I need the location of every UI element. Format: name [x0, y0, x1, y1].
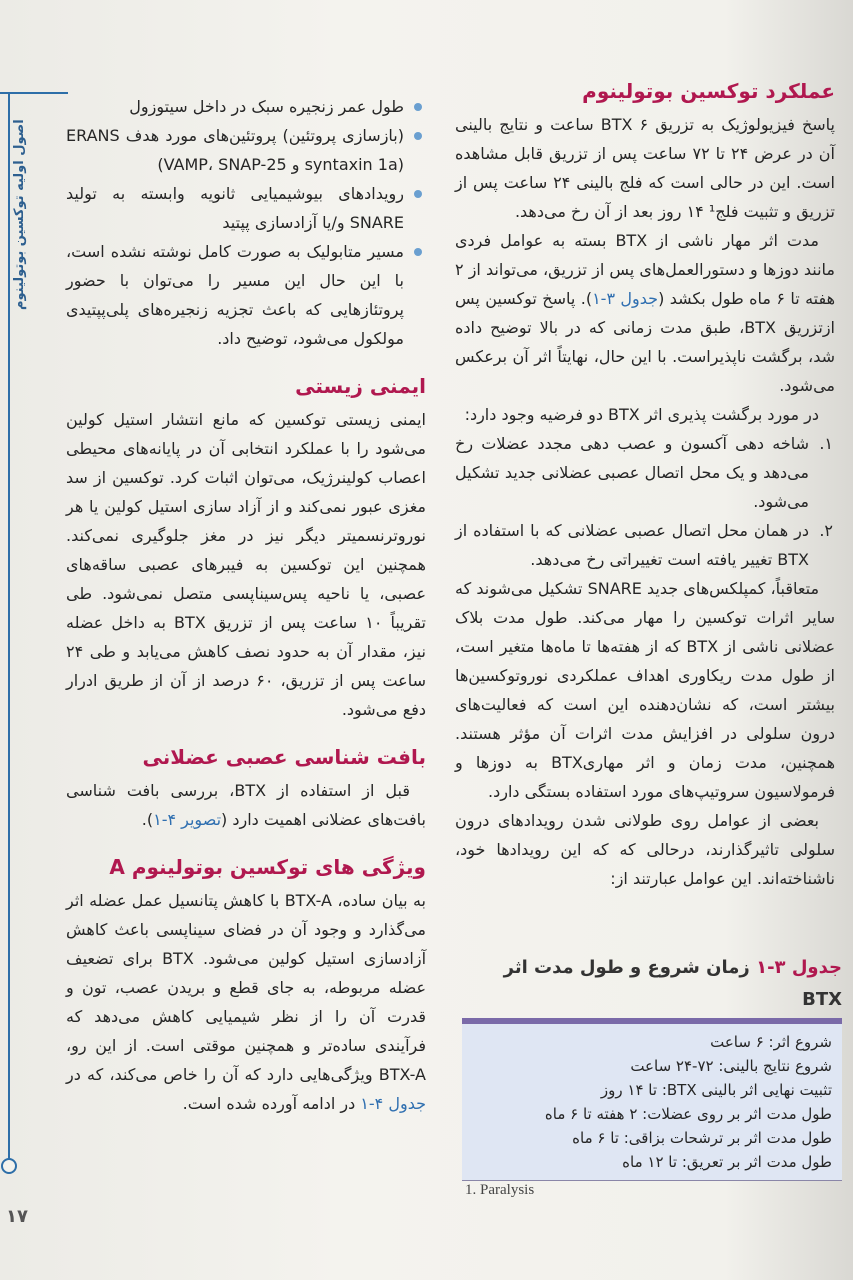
- figure-4-1-link[interactable]: تصویر ۴-۱: [153, 810, 222, 829]
- paragraph-features-a: به بیان ساده، BTX-A با کاهش پتانسیل عمل عضله اثر می‌گذارد و وجود آن در فضای سیناپسی باعث کاهش آزادسازی استیل کولین می‌شود. BTX برای تضعیف عضله مربوطه، به جای قطع و بریدن عصب، تون و قدرت آن را از نظر شیمیایی کاهش می‌دهد که فرآیندی ساده‌تر و همچنین موقتی است. از این رو، BTX-A ویژگی‌هایی دارد که آن را خاص می‌کند، که در: [66, 891, 427, 1084]
- list-number: ۲.: [819, 521, 833, 540]
- table-3-1-link[interactable]: جدول ۳-۱: [592, 289, 659, 308]
- list-item: مسیر متابولیک به صورت کامل نوشته نشده است، با این حال این مسیر را می‌توان با حضور پروتئازهایی که باعث تجزیه زنجیره‌های پلی‌پپتیدی مولکول می‌شود، توضیح داد.: [66, 237, 426, 353]
- list-text: شاخه دهی آکسون و عصب دهی مجدد عضلات رخ می‌دهد و یک محل اتصال عصبی عضلانی جدید تشکیل می‌شود.: [455, 434, 809, 511]
- table-body: [462, 1024, 842, 1181]
- margin-rule-top: [0, 92, 68, 94]
- section-heading-biosafety: ایمنی زیستی: [295, 374, 426, 398]
- paragraph-factors: بعضی از عوامل روی طولانی شدن رویدادهای درون سلولی تاثیرگذارند، درحالی که که این رویدادها خود، ناشناخته‌اند. این عوامل عبارتند از:: [455, 811, 835, 888]
- right-column: [455, 76, 835, 893]
- list-item: طول عمر زنجیره سبک در داخل سیتوزول: [66, 92, 426, 121]
- margin-rule-end-circle: [1, 1158, 17, 1174]
- table-row: شروع اثر: ۶ ساعت: [710, 1033, 832, 1051]
- list-text: در همان محل اتصال عصبی عضلانی که با استفاده از BTX تغییر یافته است تغییراتی رخ می‌دهد.: [455, 521, 809, 569]
- list-number: ۱.: [819, 434, 833, 453]
- footnote: 1. Paralysis: [465, 1182, 535, 1198]
- left-column: [66, 92, 426, 1118]
- page-number: ۱۷: [6, 1206, 28, 1227]
- paragraph-features: [66, 886, 426, 1118]
- table-row: طول مدت اثر بر ترشحات بزاقی: تا ۶ ماه: [572, 1129, 832, 1147]
- table-row: طول مدت اثر بر روی عضلات: ۲ هفته تا ۶ ماه: [544, 1105, 832, 1123]
- paragraph-biosafety: ایمنی زیستی توکسین که مانع انتشار استیل کولین می‌شود را با عملکرد انتخابی آن در پایانه‌های محیطی اعصاب کولینرژیک، می‌توان اثبات کرد. توکسین از سد مغزی عبور نمی‌کند و از آزاد سازی استیل کولین یا هر نوروترنسمیتر دیگر نیز در مغز جلوگیری نمی‌کند. همچنین این توکسین به فیبرهای عصبی ساقه‌های عصبی، یا ناحیه پس‌سیناپسی متصل نمی‌شود. طی تقریباً ۱۰ ساعت پس از تزریق BTX به داخل عضله نیز، مقدار آن به حدود نصف کاهش می‌یابد و طی ۲۴ ساعت پس از تزریق، ۶۰ درصد از آن از طریق ادرار دفع می‌شود.: [66, 410, 426, 719]
- paragraph-snare: متعاقباً، کمپلکس‌های جدید SNARE تشکیل می‌شوند که سایر اثرات توکسین را مهار می‌کند. طول مدت بلاک عضلانی ناشی از BTX که از هفته‌ها تا ماه‌ها متغیر است، از طول مدت ریکاوری اهداف عملکردی نوروتوکسین‌ها بیشتر است، که نشان‌دهنده این است که فعالیت‌های درون سلولی در افزایش مدت اثرات آن مؤثر هستند. همچنین، مدت زمان و اثر مهاریBTX به دوزها و فرمولاسیون سروتیپ‌های مورد استفاده بستگی دارد.: [455, 579, 836, 801]
- running-head: اصول اولیه توکسین بوتولینوم: [12, 119, 27, 310]
- margin-rule: [8, 92, 10, 1164]
- paragraph-histology-a: قبل از استفاده از BTX، بررسی بافت شناسی بافت‌های عضلانی اهمیت دارد (: [66, 781, 426, 829]
- paragraph-duration: [455, 226, 835, 400]
- table-row: طول مدت اثر بر تعریق: تا ۱۲ ماه: [622, 1153, 832, 1171]
- list-item: رویدادهای بیوشیمیایی ثانویه وابسته به تولید SNARE و/یا آزادسازی پپتید: [66, 179, 426, 237]
- factors-list: [66, 92, 426, 353]
- table-title: [462, 952, 842, 1016]
- paragraph-duration-a: مدت اثر مهار ناشی از BTX بسته به عوامل فردی مانند دوزها و دستورالعمل‌های پس از تزریق، می‌تواند از ۲ هفته تا ۶ ماه طول بکشد (: [455, 231, 836, 308]
- list-item: [455, 516, 835, 574]
- section-heading-function: عملکرد توکسین بوتولینوم: [582, 79, 835, 103]
- section-heading-features: ویژگی های توکسین بوتولینوم A: [109, 855, 426, 879]
- table-number: جدول ۳-۱: [756, 957, 842, 978]
- table-row: شروع نتایج بالینی: ۷۲-۲۴ ساعت: [630, 1057, 832, 1075]
- hypotheses-list: [455, 429, 835, 574]
- paragraph-histology: [66, 776, 426, 834]
- paragraph-duration-b: ). پاسخ توکسین پس ازتزریق BTX، طبق مدت زمانی که در بالا توضیح داده شد، برگشت ناپذیراست. با این حال، نهایتاً اثر آن برعکس می‌شود.: [455, 289, 835, 395]
- list-item: [455, 429, 835, 516]
- table-4-1-link[interactable]: جدول ۴-۱: [360, 1094, 426, 1113]
- paragraph-histology-b: ).: [141, 810, 154, 829]
- table-row: تثبیت نهایی اثر بالینی BTX: تا ۱۴ روز: [600, 1081, 832, 1099]
- paragraph-onset: پاسخ فیزیولوژیک به تزریق BTX ۶ ساعت و نتایج بالینی آن در عرض ۲۴ تا ۷۲ ساعت پس از تزریق قابل مشاهده است. این در حالی است که فلج بالینی ۲۴ ساعت پس از تزریق و تثبیت فلج¹ ۱۴ روز بعد از آن رخ می‌دهد.: [455, 115, 836, 221]
- paragraph-hypotheses: در مورد برگشت پذیری اثر BTX دو فرضیه وجود دارد:: [464, 405, 819, 424]
- paragraph-features-b: در ادامه آورده شده است.: [182, 1094, 361, 1113]
- list-item: (بازسازی پروتئین) پروتئین‌های مورد هدف ERANS (syntaxin 1a و VAMP، SNAP-25): [66, 121, 426, 179]
- table-caption: زمان شروع و طول مدت اثر BTX: [503, 957, 842, 1010]
- section-heading-histology: بافت شناسی عصبی عضلانی: [142, 745, 426, 769]
- table-3-1: [462, 952, 842, 1174]
